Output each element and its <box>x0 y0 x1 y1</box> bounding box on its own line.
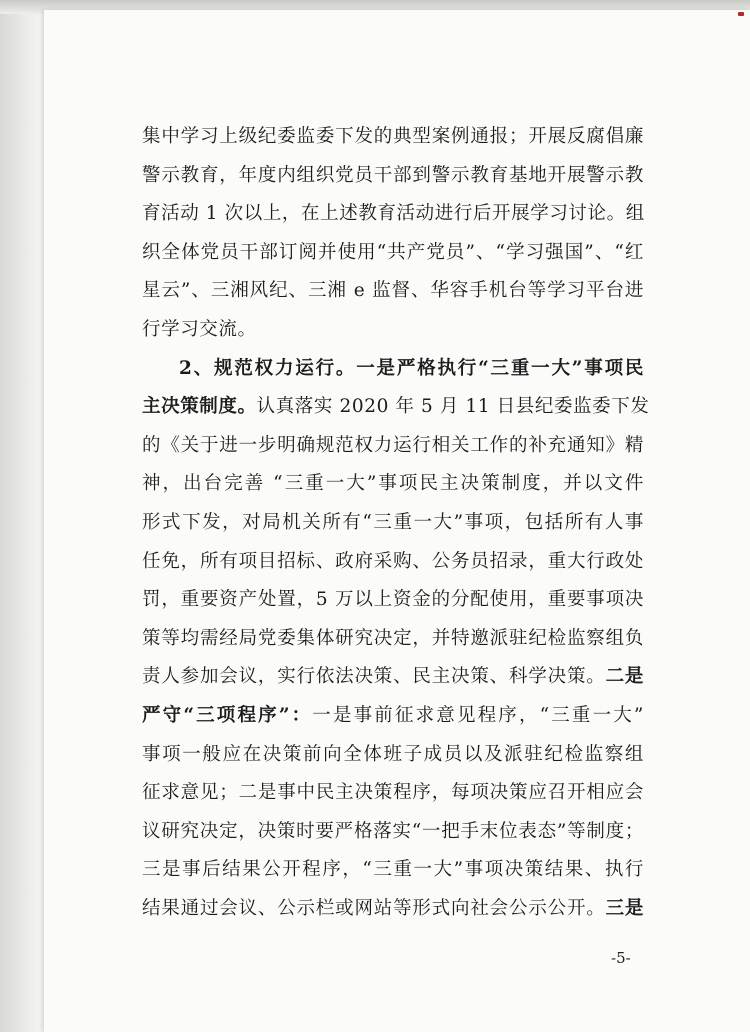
text-line <box>142 234 644 273</box>
text-line <box>142 157 644 196</box>
text-line <box>142 658 644 697</box>
text-line <box>142 427 644 466</box>
text-line <box>142 620 644 659</box>
bold-heading-segment: 2、规范权力运行。一是严格执行“三重一大”事项民 <box>179 357 644 379</box>
text-line <box>142 388 650 427</box>
bold-heading-segment: 三是 <box>605 897 644 919</box>
text-line <box>142 195 644 234</box>
bold-heading-segment: 主决策制度。 <box>142 396 257 418</box>
text-line <box>142 697 644 736</box>
text-line <box>142 581 644 620</box>
text-line <box>142 813 644 852</box>
text-segment: 行学习交流。 <box>142 318 257 340</box>
text-segment: 形式下发，对局机关所有“三重一大”事项，包括所有人事 <box>142 511 644 533</box>
text-segment: 星云”、三湘风纪、三湘 e 监督、华容手机台等学习平台进 <box>142 280 644 302</box>
text-segment: 事项一般应在决策前向全体班子成员以及派驻纪检监察组 <box>142 743 644 765</box>
text-segment: 育活动 1 次以上，在上述教育活动进行后开展学习讨论。组 <box>142 203 645 225</box>
text-segment: 责人参加会议，实行依法决策、民主决策、科学决策。 <box>142 666 606 688</box>
text-segment: 任免，所有项目招标、政府采购、公务员招录，重大行政处 <box>142 550 644 572</box>
text-segment: 认真落实 2020 年 5 月 11 日县纪委监委下发 <box>256 396 650 418</box>
body-text <box>142 118 650 928</box>
text-segment: 警示教育，年度内组织党员干部到警示教育基地开展警示教 <box>142 164 644 186</box>
text-segment: 三是事后结果公开程序，“三重一大”事项决策结果、执行 <box>142 859 644 881</box>
text-line <box>142 118 644 157</box>
bold-heading-segment: 严守“三项程序”： <box>142 704 313 726</box>
text-line <box>142 543 644 582</box>
text-line <box>142 774 644 813</box>
page-number: -5- <box>611 949 631 967</box>
scan-artifact-mark <box>738 12 744 16</box>
text-segment: 议研究决定，决策时要严格落实“一把手末位表态”等制度； <box>142 820 644 842</box>
scan-edge-left <box>0 0 46 1032</box>
text-segment: 结果通过会议、公示栏或网站等形式向社会公示公开。 <box>142 897 606 919</box>
text-line <box>142 736 644 775</box>
text-line <box>142 350 644 389</box>
text-segment: 一是事前征求意见程序，“三重一大” <box>312 704 644 726</box>
text-segment: 罚，重要资产处置，5 万以上资金的分配使用，重要事项决 <box>142 589 644 611</box>
text-segment: 的《关于进一步明确规范权力运行相关工作的补充通知》精 <box>142 434 644 456</box>
text-line <box>142 851 644 890</box>
text-segment: 神，出台完善 “三重一大”事项民主决策制度，并以文件 <box>142 473 644 495</box>
text-line <box>142 890 644 929</box>
text-segment: 征求意见；二是事中民主决策程序，每项决策应召开相应会 <box>142 782 644 804</box>
text-line <box>142 465 644 504</box>
text-line <box>142 272 644 311</box>
bold-heading-segment: 二是 <box>605 666 644 688</box>
text-segment: 织全体党员干部订阅并使用“共产党员”、“学习强国”、“红 <box>142 241 644 263</box>
text-line <box>142 311 644 350</box>
text-segment: 策等均需经局党委集体研究决定，并特邀派驻纪检监察组负 <box>142 627 644 649</box>
text-segment: 集中学习上级纪委监委下发的典型案例通报；开展反腐倡廉 <box>142 126 644 147</box>
text-line <box>142 504 644 543</box>
